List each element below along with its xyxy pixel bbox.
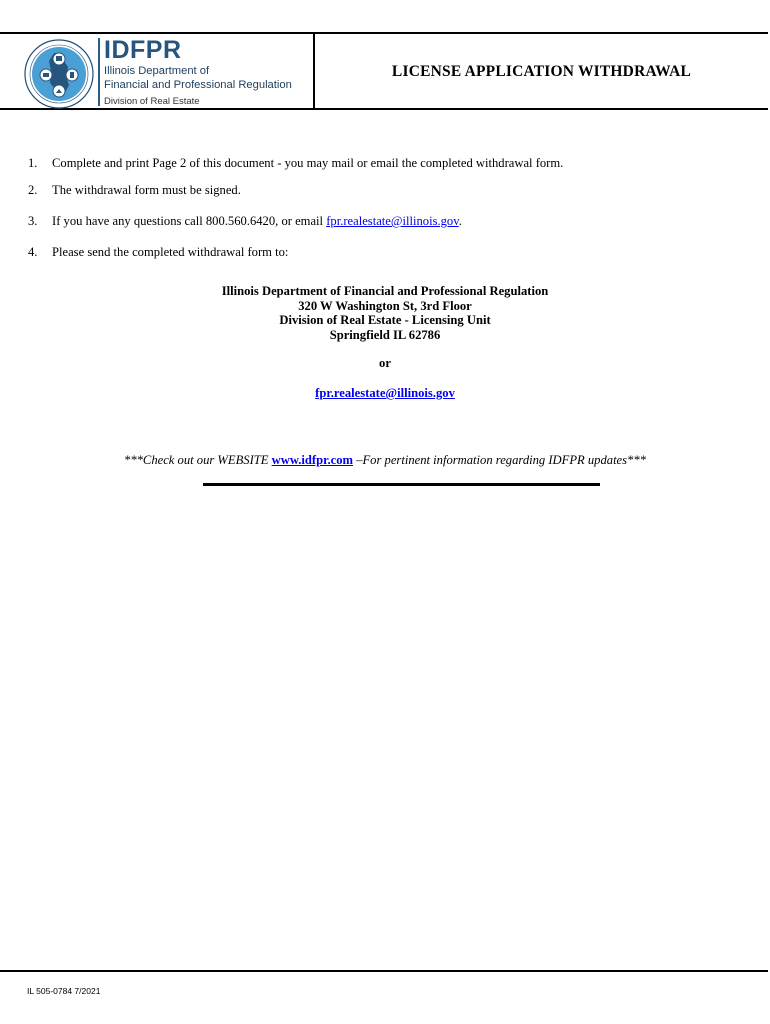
instruction-text: If you have any questions call 800.560.6420, or email [52,214,327,228]
instruction-item [28,183,241,198]
logo-division: Division of Real Estate [104,96,200,107]
mailing-address [0,284,770,342]
idfpr-seal-logo [24,39,94,109]
instruction-number: 3. [28,214,38,228]
website-note-before: ***Check out our WEBSITE [124,453,272,467]
address-line-2: 320 W Washington St, 3rd Floor [298,298,472,313]
email-link-bold[interactable]: fpr.realestate@illinois.gov [315,386,455,400]
instruction-item [28,156,563,171]
instruction-text: Complete and print Page 2 of this document - you may mail or email the completed withdrawal form. [52,156,564,170]
logo-line-financial: Financial and Professional Regulation [104,79,292,91]
website-link[interactable]: www.idfpr.com [271,453,354,467]
instruction-text: The withdrawal form must be signed. [52,183,241,197]
instruction-number: 1. [28,156,38,170]
form-code: IL 505-0784 7/2021 [27,986,101,996]
instruction-item [28,214,462,229]
or-separator: or [379,356,391,370]
instruction-text-end: . [458,214,462,228]
logo-divider-bar [98,38,100,106]
instruction-item [28,245,288,260]
address-line-3: Division of Real Estate - Licensing Unit [279,313,491,327]
header-box [0,32,768,110]
logo-line-department: Illinois Department of [104,65,210,77]
website-note-after: –For pertinent information regarding IDFPR updates*** [353,453,646,467]
address-line-1: Illinois Department of Financial and Professional Regulation [221,284,549,298]
email-link[interactable]: fpr.realestate@illinois.gov [326,214,459,228]
address-line-4: Springfield IL 62786 [329,327,441,342]
instruction-number: 4. [28,245,38,259]
website-note [0,453,770,468]
form-title: LICENSE APPLICATION WITHDRAWAL [391,63,692,80]
instruction-text: Please send the completed withdrawal form to: [52,245,289,259]
instruction-number: 2. [28,183,38,197]
footer-rule [0,970,768,972]
logo-acronym: IDFPR [104,36,182,64]
horizontal-rule [203,483,600,486]
email-address-block [0,386,770,401]
